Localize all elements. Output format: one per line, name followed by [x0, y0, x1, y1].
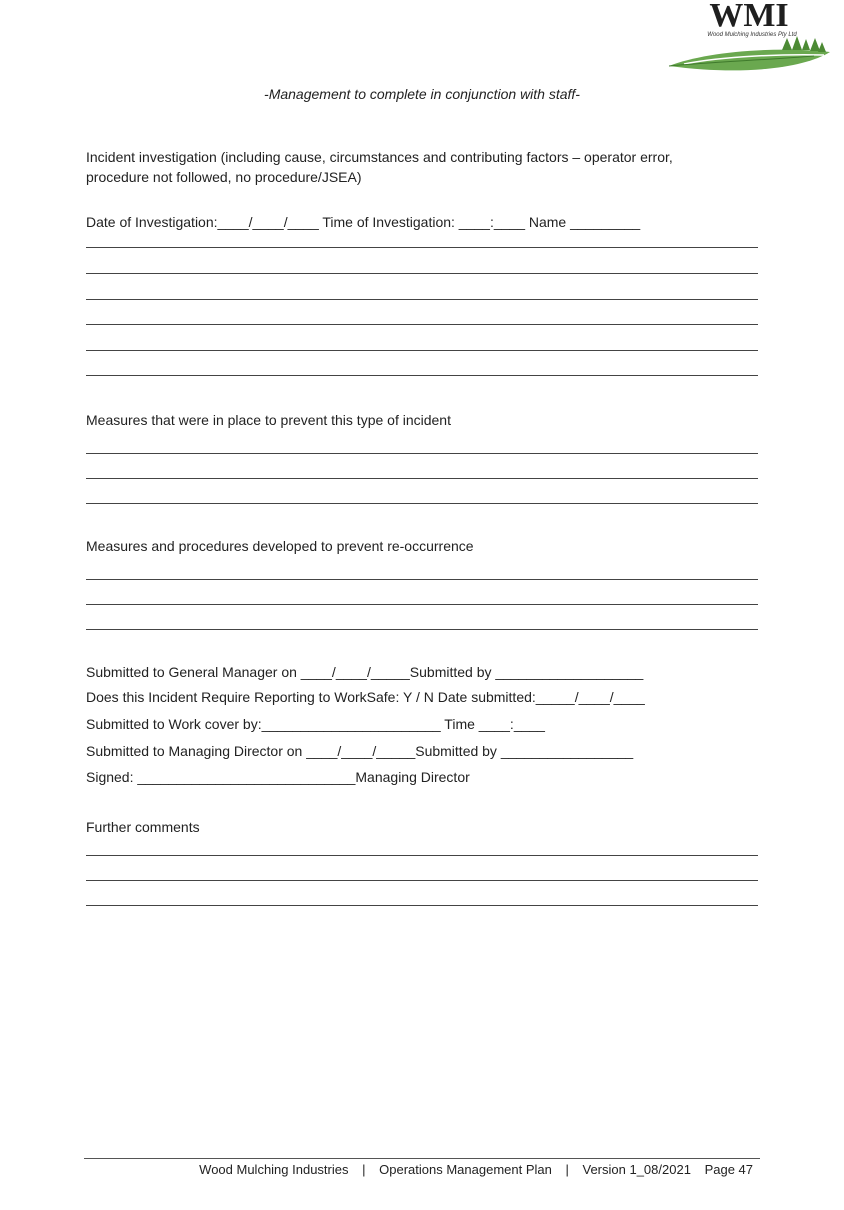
submitted-gm-field[interactable]: Submitted to General Manager on ____/____/_____Submitted by ___________________ [86, 664, 644, 680]
measures-in-place-heading: Measures that were in place to prevent this type of incident [86, 412, 451, 428]
investigation-answer-line[interactable] [86, 273, 758, 274]
investigation-answer-line[interactable] [86, 375, 758, 376]
further-comments-line[interactable] [86, 880, 758, 881]
measures-developed-heading: Measures and procedures developed to prevent re-occurrence [86, 538, 474, 554]
measures-developed-line[interactable] [86, 604, 758, 605]
logo-brand-text: WMI [709, 0, 789, 34]
investigation-answer-line[interactable] [86, 299, 758, 300]
further-comments-line[interactable] [86, 855, 758, 856]
company-logo [664, 0, 834, 80]
investigation-answer-line[interactable] [86, 350, 758, 351]
measures-in-place-line[interactable] [86, 478, 758, 479]
page-footer [194, 1162, 758, 1177]
further-comments-line[interactable] [86, 905, 758, 906]
footer-separator: | [362, 1162, 366, 1177]
footer-company: Wood Mulching Industries [199, 1162, 349, 1177]
page-subtitle: -Management to complete in conjunction with staff- [264, 86, 580, 102]
logo-tagline-text: Wood Mulching Industries Pty Ltd [707, 32, 797, 38]
footer-separator: | [565, 1162, 569, 1177]
footer-divider [84, 1158, 760, 1159]
measures-developed-line[interactable] [86, 579, 758, 580]
investigation-answer-line[interactable] [86, 324, 758, 325]
signature-field[interactable]: Signed: ____________________________Managing Director [86, 769, 470, 785]
investigation-intro-line1: Incident investigation (including cause, circumstances and contributing factors – operator error, [86, 149, 673, 165]
footer-page-number: Page 47 [704, 1162, 753, 1177]
investigation-intro-line2: procedure not followed, no procedure/JSEA) [86, 169, 362, 185]
worksafe-reporting-field[interactable]: Does this Incident Require Reporting to WorkSafe: Y / N Date submitted:_____/____/____ [86, 689, 645, 705]
investigation-date-field[interactable]: Date of Investigation:____/____/____ Time of Investigation: ____:____ Name _________ [86, 214, 641, 230]
submitted-workcover-field[interactable]: Submitted to Work cover by:_______________________ Time ____:____ [86, 716, 545, 732]
submitted-md-field[interactable]: Submitted to Managing Director on ____/____/_____Submitted by _________________ [86, 743, 634, 759]
footer-version: Version 1_08/2021 [582, 1162, 691, 1177]
further-comments-heading: Further comments [86, 819, 200, 835]
measures-in-place-line[interactable] [86, 453, 758, 454]
investigation-answer-line[interactable] [86, 247, 758, 248]
footer-plan: Operations Management Plan [379, 1162, 552, 1177]
measures-in-place-line[interactable] [86, 503, 758, 504]
measures-developed-line[interactable] [86, 629, 758, 630]
